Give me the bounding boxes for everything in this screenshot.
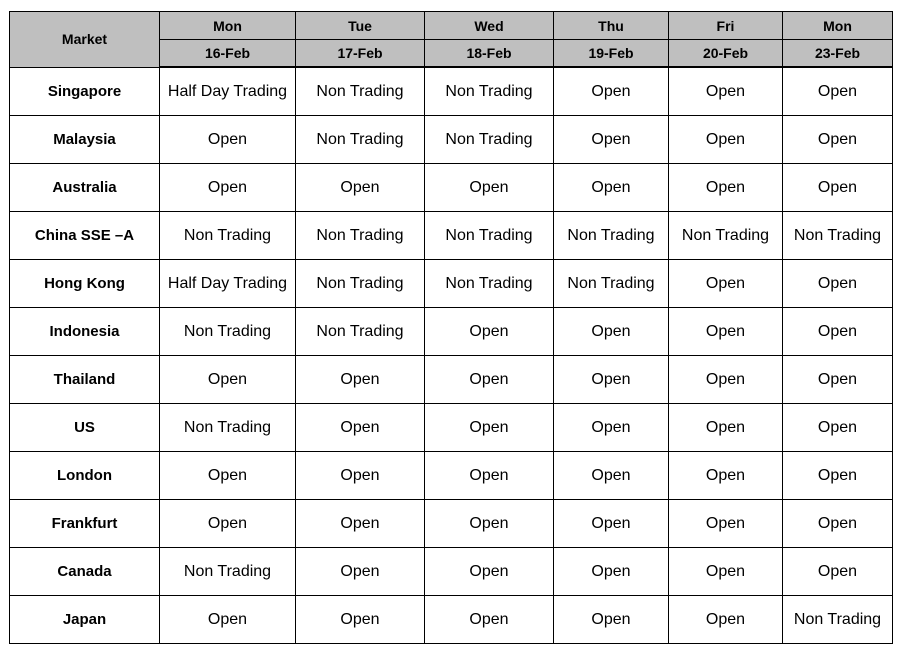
trading-status-cell: Open bbox=[425, 452, 554, 500]
trading-status-cell: Non Trading bbox=[783, 596, 893, 644]
trading-status-cell: Open bbox=[160, 500, 296, 548]
date-header: 17-Feb bbox=[296, 40, 425, 68]
trading-status-cell: Open bbox=[783, 548, 893, 596]
trading-status-cell: Open bbox=[296, 500, 425, 548]
trading-status-cell: Open bbox=[425, 500, 554, 548]
day-header: Tue bbox=[296, 12, 425, 40]
market-name-cell: Singapore bbox=[10, 67, 160, 116]
trading-status-cell: Open bbox=[160, 356, 296, 404]
market-name-cell: Australia bbox=[10, 164, 160, 212]
trading-status-cell: Open bbox=[783, 260, 893, 308]
trading-status-cell: Open bbox=[160, 116, 296, 164]
trading-status-cell: Open bbox=[669, 356, 783, 404]
market-name-cell: Canada bbox=[10, 548, 160, 596]
trading-status-cell: Open bbox=[160, 452, 296, 500]
trading-status-cell: Non Trading bbox=[296, 212, 425, 260]
trading-status-cell: Non Trading bbox=[296, 308, 425, 356]
table-row bbox=[10, 596, 893, 644]
market-name-cell: London bbox=[10, 452, 160, 500]
trading-status-cell: Non Trading bbox=[296, 116, 425, 164]
trading-status-cell: Open bbox=[669, 164, 783, 212]
table-row bbox=[10, 548, 893, 596]
date-header: 16-Feb bbox=[160, 40, 296, 68]
trading-status-cell: Non Trading bbox=[160, 404, 296, 452]
trading-status-cell: Open bbox=[669, 452, 783, 500]
trading-status-cell: Non Trading bbox=[160, 212, 296, 260]
trading-status-cell: Open bbox=[669, 308, 783, 356]
trading-status-cell: Open bbox=[554, 500, 669, 548]
trading-status-cell: Open bbox=[296, 452, 425, 500]
market-name-cell: Malaysia bbox=[10, 116, 160, 164]
table-body bbox=[10, 67, 893, 644]
table-row bbox=[10, 308, 893, 356]
trading-status-cell: Open bbox=[669, 548, 783, 596]
market-name-cell: Hong Kong bbox=[10, 260, 160, 308]
trading-status-cell: Open bbox=[554, 308, 669, 356]
trading-status-cell: Open bbox=[554, 164, 669, 212]
trading-status-cell: Non Trading bbox=[783, 212, 893, 260]
table-row bbox=[10, 404, 893, 452]
trading-status-cell: Open bbox=[783, 116, 893, 164]
table-row bbox=[10, 164, 893, 212]
trading-status-cell: Open bbox=[296, 404, 425, 452]
header-day-row bbox=[10, 12, 893, 40]
table-row bbox=[10, 116, 893, 164]
trading-status-cell: Open bbox=[783, 67, 893, 116]
market-name-cell: US bbox=[10, 404, 160, 452]
trading-status-cell: Non Trading bbox=[425, 116, 554, 164]
day-header: Fri bbox=[669, 12, 783, 40]
trading-status-cell: Open bbox=[554, 116, 669, 164]
market-name-cell: Thailand bbox=[10, 356, 160, 404]
trading-status-cell: Non Trading bbox=[554, 260, 669, 308]
trading-status-cell: Non Trading bbox=[669, 212, 783, 260]
trading-status-cell: Non Trading bbox=[160, 308, 296, 356]
trading-status-cell: Open bbox=[669, 260, 783, 308]
trading-status-cell: Open bbox=[554, 452, 669, 500]
trading-status-cell: Open bbox=[425, 404, 554, 452]
trading-status-cell: Non Trading bbox=[160, 548, 296, 596]
trading-status-cell: Open bbox=[425, 356, 554, 404]
trading-status-cell: Non Trading bbox=[554, 212, 669, 260]
trading-status-cell: Non Trading bbox=[296, 260, 425, 308]
table-row bbox=[10, 356, 893, 404]
market-column-header: Market bbox=[10, 12, 160, 68]
trading-status-cell: Open bbox=[425, 308, 554, 356]
trading-status-cell: Open bbox=[296, 596, 425, 644]
trading-status-cell: Open bbox=[296, 548, 425, 596]
table-row bbox=[10, 212, 893, 260]
day-header: Mon bbox=[160, 12, 296, 40]
trading-status-cell: Open bbox=[554, 67, 669, 116]
trading-status-cell: Non Trading bbox=[425, 67, 554, 116]
market-name-cell: Frankfurt bbox=[10, 500, 160, 548]
trading-status-cell: Open bbox=[425, 596, 554, 644]
market-name-cell: Japan bbox=[10, 596, 160, 644]
trading-status-cell: Half Day Trading bbox=[160, 260, 296, 308]
market-name-cell: Indonesia bbox=[10, 308, 160, 356]
trading-status-cell: Open bbox=[554, 356, 669, 404]
table-header bbox=[10, 12, 893, 68]
date-header: 19-Feb bbox=[554, 40, 669, 68]
trading-status-cell: Open bbox=[425, 548, 554, 596]
trading-status-cell: Open bbox=[296, 164, 425, 212]
trading-status-cell: Open bbox=[669, 404, 783, 452]
date-header: 23-Feb bbox=[783, 40, 893, 68]
trading-status-cell: Open bbox=[425, 164, 554, 212]
trading-status-cell: Open bbox=[783, 356, 893, 404]
day-header: Mon bbox=[783, 12, 893, 40]
table-row bbox=[10, 500, 893, 548]
trading-status-cell: Open bbox=[783, 452, 893, 500]
trading-status-cell: Open bbox=[669, 67, 783, 116]
day-header: Wed bbox=[425, 12, 554, 40]
trading-status-cell: Non Trading bbox=[425, 260, 554, 308]
trading-status-cell: Open bbox=[669, 500, 783, 548]
trading-status-cell: Open bbox=[554, 404, 669, 452]
table-row bbox=[10, 452, 893, 500]
trading-status-cell: Open bbox=[783, 404, 893, 452]
day-header: Thu bbox=[554, 12, 669, 40]
trading-status-cell: Open bbox=[554, 548, 669, 596]
trading-status-cell: Open bbox=[296, 356, 425, 404]
trading-status-cell: Open bbox=[669, 596, 783, 644]
trading-status-cell: Non Trading bbox=[296, 67, 425, 116]
date-header: 18-Feb bbox=[425, 40, 554, 68]
table-row bbox=[10, 67, 893, 116]
market-name-cell: China SSE –A bbox=[10, 212, 160, 260]
trading-status-cell: Open bbox=[783, 164, 893, 212]
table-row bbox=[10, 260, 893, 308]
trading-status-cell: Half Day Trading bbox=[160, 67, 296, 116]
date-header: 20-Feb bbox=[669, 40, 783, 68]
trading-status-cell: Open bbox=[554, 596, 669, 644]
market-holiday-table bbox=[9, 11, 893, 644]
trading-status-cell: Open bbox=[160, 164, 296, 212]
trading-status-cell: Non Trading bbox=[425, 212, 554, 260]
trading-status-cell: Open bbox=[783, 308, 893, 356]
trading-status-cell: Open bbox=[783, 500, 893, 548]
trading-status-cell: Open bbox=[160, 596, 296, 644]
trading-status-cell: Open bbox=[669, 116, 783, 164]
